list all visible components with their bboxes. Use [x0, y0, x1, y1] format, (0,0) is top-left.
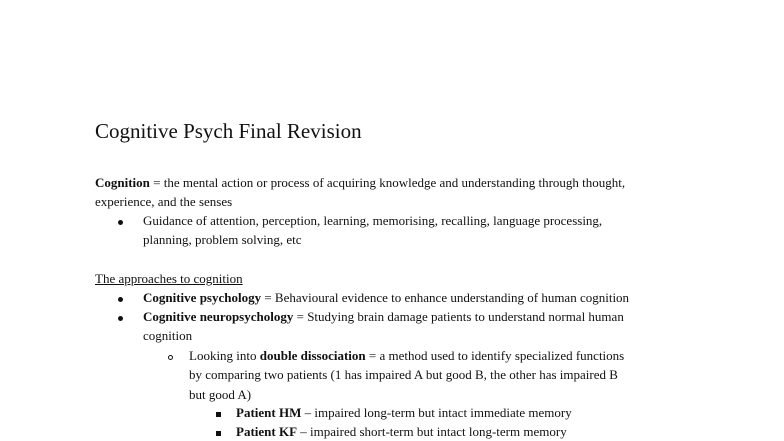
cognition-definition — [95, 173, 695, 212]
bullet-dot-icon — [113, 307, 127, 326]
approach-line1 — [143, 307, 723, 326]
bullet-square-icon — [211, 403, 225, 422]
cognition-definition-text: = the mental action or process of acquiring knowledge and understanding through thought, — [149, 175, 626, 190]
approach-line2: cognition — [143, 328, 193, 344]
sub-bullet-line2: planning, problem solving, etc — [143, 232, 302, 248]
patient-text: – impaired long-term but intact immediate memory — [301, 405, 572, 420]
patient-text: – impaired short-term but intact long-term memory — [297, 424, 567, 439]
sub-bullet-line1: Guidance of attention, perception, learning, memorising, recalling, language processing, — [143, 213, 603, 228]
cognition-definition-line2: experience, and the senses — [95, 194, 233, 210]
dd-line1 — [189, 346, 709, 365]
dd-line2: by comparing two patients (1 has impaired A but good B, the other has impaired B — [189, 367, 618, 383]
dd-text: = a method used to identify specialized functions — [365, 348, 625, 363]
dd-prefix: Looking into — [189, 348, 260, 363]
approaches-heading: The approaches to cognition — [95, 271, 243, 286]
double-dissociation-item — [189, 346, 709, 404]
patient-kf-item — [236, 422, 716, 441]
patient-term: Patient KF — [236, 424, 298, 439]
approach-term: Cognitive psychology — [143, 290, 262, 305]
bullet-square-icon — [211, 422, 225, 441]
cognition-term: Cognition — [95, 175, 150, 190]
bullet-dot-icon — [113, 211, 127, 230]
cognition-definition-line1 — [95, 173, 695, 192]
bullet-circle-icon — [163, 346, 177, 365]
approach-item-cognitive-neuropsychology — [143, 307, 723, 346]
approach-text: = Studying brain damage patients to understand normal human — [293, 309, 624, 324]
approach-text: = Behavioural evidence to enhance understanding of human cognition — [261, 290, 630, 305]
approach-term: Cognitive neuropsychology — [143, 309, 294, 324]
dd-term: double dissociation — [259, 348, 366, 363]
document-title: Cognitive Psych Final Revision — [95, 119, 362, 143]
patient-term: Patient HM — [236, 405, 302, 420]
dd-line3: but good A) — [189, 386, 252, 402]
patient-hm-item — [236, 403, 716, 422]
approach-item-cognitive-psychology — [143, 288, 723, 307]
cognition-sub-bullet — [143, 211, 703, 250]
bullet-dot-icon — [113, 288, 127, 307]
